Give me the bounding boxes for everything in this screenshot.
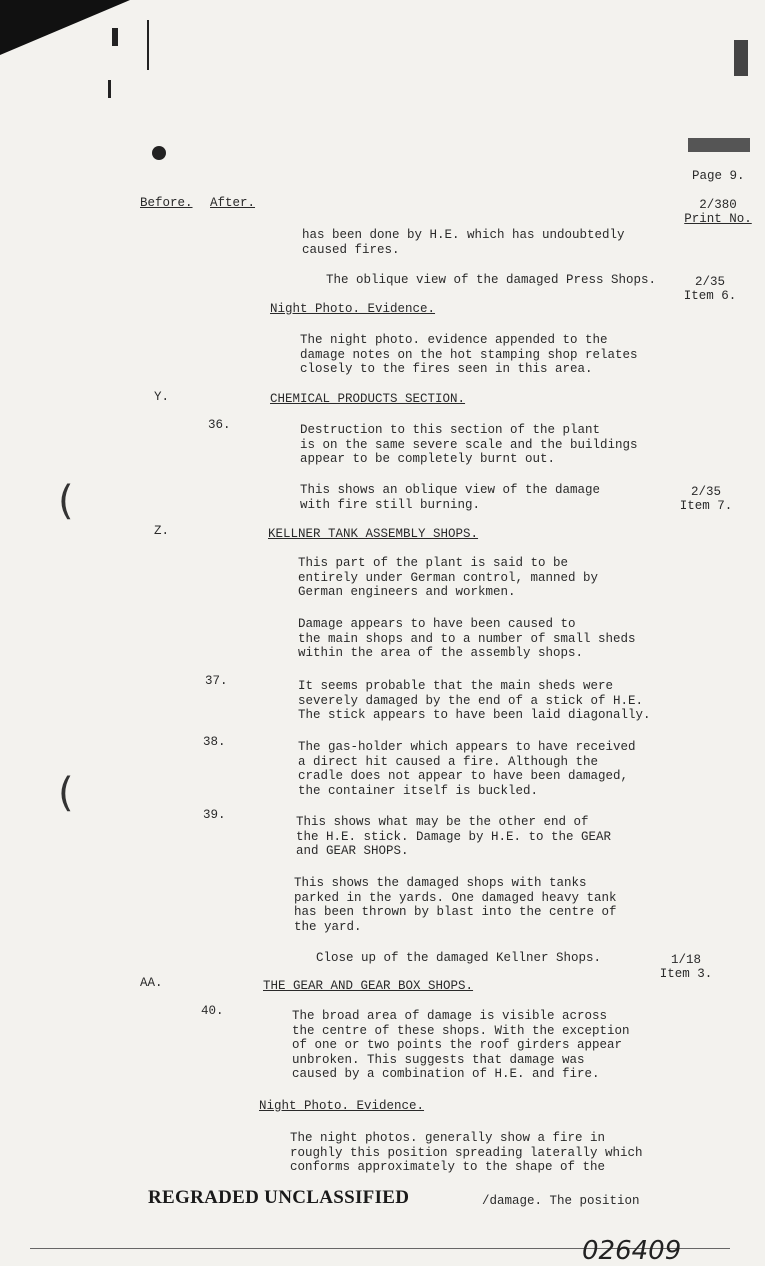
paragraph: Damage appears to have been caused to the main shops and to a number of small sheds within the area of the assembly shops. <box>298 617 636 661</box>
corner-fold-mark <box>0 0 150 60</box>
paragraph: This shows an oblique view of the damage with fire still burning. <box>300 483 601 512</box>
paragraph: The oblique view of the damaged Press Shops. <box>326 273 657 287</box>
section-letter: AA. <box>140 976 163 990</box>
paragraph: Destruction to this section of the plant is on the same severe scale and the buildings appear to be completely burnt out. <box>300 423 638 467</box>
paragraph: The gas-holder which appears to have received a direct hit caused a fire. Although the cradle does not appear to have been damaged, the container itself is buckled. <box>298 740 636 798</box>
item-number: 38. <box>203 735 226 749</box>
redaction-mark <box>688 138 750 152</box>
item-number: 37. <box>205 674 228 688</box>
section-letter: Y. <box>154 390 170 404</box>
binder-hole-icon: ( <box>58 770 74 816</box>
scan-mark <box>112 28 118 46</box>
classification-stamp: REGRADED UNCLASSIFIED <box>148 1187 410 1208</box>
paragraph: This part of the plant is said to be entirely under German control, manned by German engineers and workmen. <box>298 556 599 600</box>
section-heading: Night Photo. Evidence. <box>270 302 436 316</box>
page-number: Page 9. <box>692 169 745 183</box>
paragraph: The night photos. generally show a fire in roughly this position spreading laterally which conforms approximately to the shape of the <box>290 1131 643 1175</box>
paragraph: has been done by H.E. which has undoubtedly caused fires. <box>302 228 625 257</box>
section-heading: CHEMICAL PRODUCTS SECTION. <box>270 392 466 406</box>
scan-mark <box>734 40 748 76</box>
punch-dot <box>152 146 166 160</box>
section-heading: THE GEAR AND GEAR BOX SHOPS. <box>263 979 474 993</box>
photo-ref: 2/35 Item 7. <box>679 485 733 513</box>
scan-mark <box>147 20 149 70</box>
print-ref: 2/380 Print No. <box>684 198 752 226</box>
col-before-label: Before. <box>140 196 193 210</box>
binder-hole-icon: ( <box>58 478 74 524</box>
paragraph: Close up of the damaged Kellner Shops. <box>316 951 602 965</box>
paragraph: This shows what may be the other end of the H.E. stick. Damage by H.E. to the GEAR and GEAR SHOPS. <box>296 815 612 859</box>
section-heading: Night Photo. Evidence. <box>259 1099 425 1113</box>
section-heading: KELLNER TANK ASSEMBLY SHOPS. <box>268 527 479 541</box>
scan-mark <box>108 80 111 98</box>
handwritten-number: 026409 <box>582 1236 682 1266</box>
paragraph: This shows the damaged shops with tanks parked in the yards. One damaged heavy tank has been thrown by blast into the centre of the yard. <box>294 876 617 934</box>
continuation-text: /damage. The position <box>482 1194 640 1208</box>
paragraph: It seems probable that the main sheds were severely damaged by the end of a stick of H.E. The stick appears to have been laid diagonally. <box>298 679 651 723</box>
paragraph: The broad area of damage is visible across the centre of these shops. With the exception of one or two points the roof girders appear unbroken. This suggests that damage was caused by a combination of H.E. and fire. <box>292 1009 630 1082</box>
photo-ref: 1/18 Item 3. <box>659 953 713 981</box>
item-number: 40. <box>201 1004 224 1018</box>
item-number: 39. <box>203 808 226 822</box>
paragraph: The night photo. evidence appended to the damage notes on the hot stamping shop relates closely to the fires seen in this area. <box>300 333 638 377</box>
col-after-label: After. <box>210 196 256 210</box>
section-letter: Z. <box>154 524 170 538</box>
item-number: 36. <box>208 418 231 432</box>
photo-ref: 2/35 Item 6. <box>683 275 737 303</box>
